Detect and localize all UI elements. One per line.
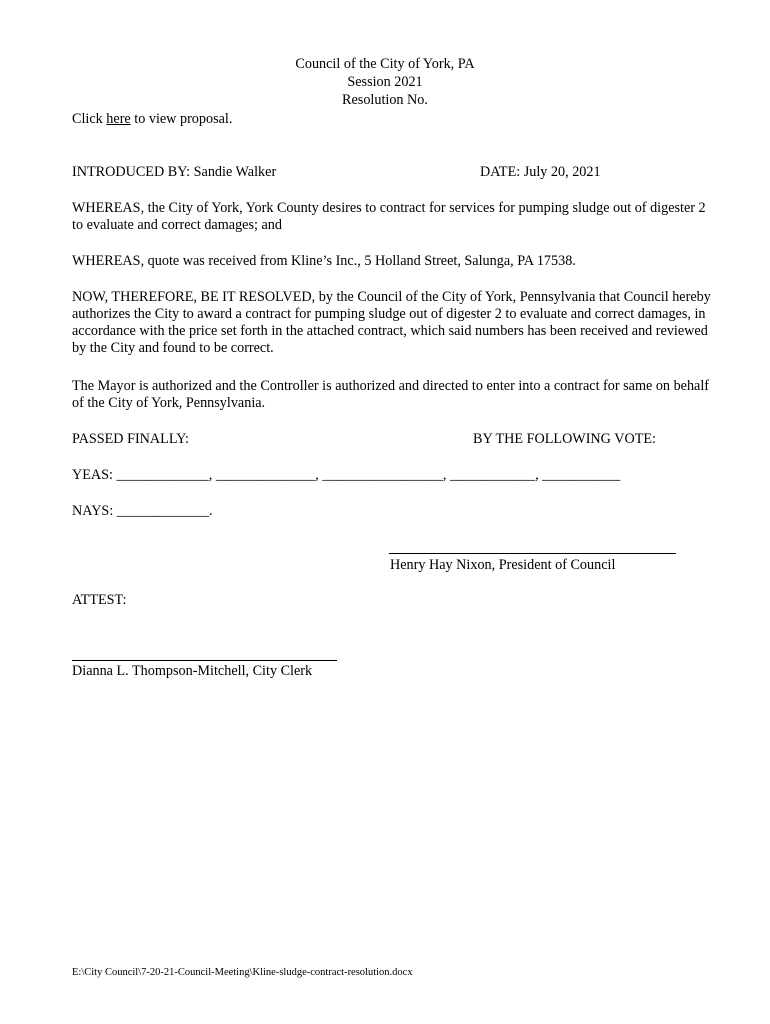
mayor-paragraph: The Mayor is authorized and the Controller is authorized and directed to enter into a contract for same on behalf of the City of York, Pennsylvania. xyxy=(72,378,710,411)
whereas-paragraph-2: WHEREAS, quote was received from Kline’s Inc., 5 Holland Street, Salunga, PA 17538. xyxy=(72,253,576,269)
whereas-paragraph-1: WHEREAS, the City of York, York County desires to contract for services for pumping sludge out of digester 2 to evaluate and correct damages; and xyxy=(72,200,706,233)
header-session: Session 2021 xyxy=(347,74,423,90)
header-council: Council of the City of York, PA xyxy=(295,56,475,72)
proposal-line xyxy=(72,111,232,128)
resolution-date: DATE: July 20, 2021 xyxy=(480,164,601,180)
nays-line: NAYS: _____________. xyxy=(72,503,213,519)
header-resolution-number: Resolution No. xyxy=(342,92,428,108)
president-signature-line xyxy=(389,553,676,554)
attest-label: ATTEST: xyxy=(72,592,127,608)
passed-finally: PASSED FINALLY: xyxy=(72,431,189,447)
clerk-signature-line xyxy=(72,660,337,661)
following-vote: BY THE FOLLOWING VOTE: xyxy=(473,431,656,447)
clerk-name: Dianna L. Thompson-Mitchell, City Clerk xyxy=(72,663,313,679)
proposal-prefix: Click xyxy=(72,111,107,127)
file-path-footer: E:\City Council\7-20-21-Council-Meeting\Kline-sludge-contract-resolution.docx xyxy=(72,967,413,978)
proposal-link[interactable]: here xyxy=(106,111,131,127)
yeas-line: YEAS: _____________, ______________, _________________, ____________, ___________ xyxy=(72,467,621,483)
president-name: Henry Hay Nixon, President of Council xyxy=(390,557,616,573)
resolved-paragraph: NOW, THEREFORE, BE IT RESOLVED, by the Council of the City of York, Pennsylvania that Council hereby authorizes the City to award a contract for pumping sludge out of digester 2 to evaluate and correct damages, in accordance with the price set forth in the attached contract, which said numbers has been received and reviewed by the City and found to be correct. xyxy=(72,289,711,356)
introduced-by: INTRODUCED BY: Sandie Walker xyxy=(72,164,277,180)
proposal-suffix: to view proposal. xyxy=(130,111,233,127)
